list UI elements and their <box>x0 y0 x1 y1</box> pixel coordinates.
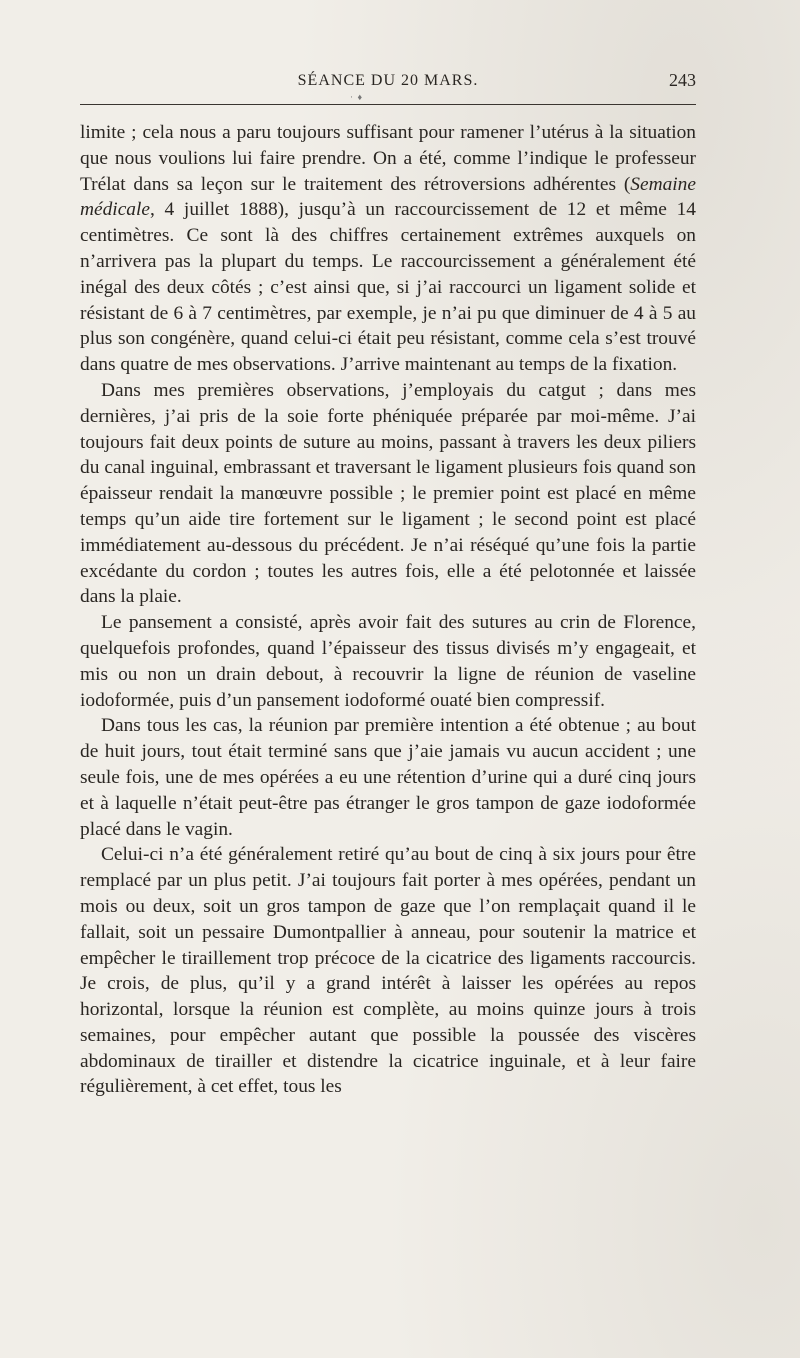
paragraph-5: Celui-ci n’a été généralement retiré qu’au bout de cinq à six jours pour être remplacé par un plus petit. J’ai toujours fait porter à mes opérées, pendant un mois ou deux, soit un gros tampon de gaze que l’on remplaçait quand il le fallait, soit un pessaire Dumontpallier à anneau, pour soutenir la matrice et empêcher le tiraillement trop précoce de la cicatrice des ligaments raccourcis. Je crois, de plus, qu’il y a grand intérêt à laisser les opérées au repos horizontal, lorsque la réunion est complète, au moins quinze jours à trois semaines, pour empêcher autant que possible la poussée des viscères abdominaux de tirailler et distendre la cicatrice inguinale, et à leur faire régulièrement, à cet effet, tous les <box>80 844 696 1098</box>
paragraph-1-text-a: limite ; cela nous a paru toujours suffisant pour ramener l’utérus à la situation que nous voulions lui faire prendre. On a été, comme l’indique le professeur Trélat dans sa leçon sur le traitement des rétroversions adhérentes ( <box>80 122 696 195</box>
ornament-mark: · ♦ <box>350 92 363 102</box>
running-head: SÉANCE DU 20 MARS. <box>297 72 479 89</box>
body-text <box>80 120 696 1100</box>
paragraph-2: Dans mes premières observations, j’employais du catgut ; dans mes dernières, j’ai pris de la soie forte phéniquée préparée par moi-même. J’ai toujours fait deux points de suture au moins, passant à travers les deux piliers du canal inguinal, embrassant et traversant le ligament plusieurs fois quand son épaisseur rendait la manœuvre possible ; le premier point est placé en même temps qu’un aide tire fortement sur le ligament ; le second point est placé immédiatement au-dessous du précédent. Je n’ai réséqué qu’une fois la partie excédante du cordon ; toutes les autres fois, elle a été pelotonnée et laissée dans la plaie. <box>80 379 696 608</box>
header-rule <box>80 104 696 105</box>
paragraph-1-text-b: , 4 juillet 1888), jusqu’à un raccourcissement de 12 et même 14 centimètres. Ce sont là des chiffres certainement extrêmes auxquels on n’arrivera pas la plupart du temps. Le raccourcissement a généralement été inégal des deux côtés ; c’est ainsi que, si j’ai raccourci un ligament solide et résistant de 6 à 7 centimètres, par exemple, je n’ai pu que diminuer de 4 à 5 au plus son congénère, quand celui-ci était peu résistant, comme cela s’est trouvé dans quatre de mes observations. J’arrive maintenant au temps de la fixation. <box>80 199 696 376</box>
journal-title: Semaine médicale <box>80 173 696 221</box>
page-header <box>80 70 696 94</box>
paragraph-3: Le pansement a consisté, après avoir fait des sutures au crin de Florence, quelquefois profondes, quand l’épaisseur des tissus divisés m’y engageait, et mis ou non un drain debout, à recouvrir la ligne de réunion de vaseline iodoformée, puis d’un pansement iodoformé ouaté bien compressif. <box>80 612 696 711</box>
paragraph-1 <box>80 120 696 378</box>
page-number: 243 <box>669 70 696 90</box>
paragraph-4: Dans tous les cas, la réunion par première intention a été obtenue ; au bout de huit jours, tout était terminé sans que j’aie jamais vu aucun accident ; une seule fois, une de mes opérées a eu une rétention d’urine qui a duré cinq jours et à laquelle n’était peut-être pas étranger le gros tampon de gaze iodoformée placé dans le vagin. <box>80 715 696 840</box>
